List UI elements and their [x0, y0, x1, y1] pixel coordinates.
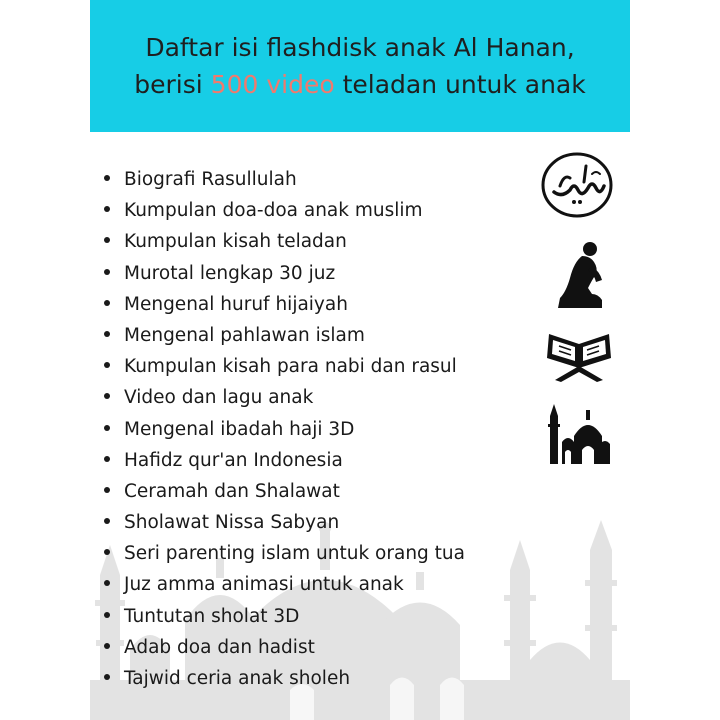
list-item-label: Tajwid ceria anak sholeh	[124, 668, 351, 689]
list-item-label: Ceramah dan Shalawat	[124, 480, 340, 502]
header-title	[125, 29, 595, 103]
list-item-label: Kumpulan kisah teladan	[124, 231, 347, 253]
list-item-label: Mengenal pahlawan islam	[124, 324, 365, 346]
list-item	[104, 351, 465, 382]
muhammad-calligraphy-icon	[540, 152, 614, 218]
list-item	[104, 164, 465, 195]
list-item	[104, 320, 465, 351]
list-item	[104, 632, 465, 663]
list-item-label: Murotal lengkap 30 juz	[124, 262, 336, 284]
list-item	[104, 226, 465, 257]
bullet-icon	[104, 269, 110, 275]
list-item-label: Adab doa dan hadist	[124, 636, 315, 658]
mosque-icon	[548, 402, 610, 464]
bullet-icon	[104, 456, 110, 462]
header-title-start: Daftar isi flashdisk anak Al Hanan, berisi	[134, 33, 575, 99]
bullet-icon	[104, 237, 110, 243]
content-list	[104, 164, 465, 694]
list-item-label: Hafidz qur'an Indonesia	[124, 449, 343, 471]
header-banner	[90, 0, 630, 132]
list-item	[104, 289, 465, 320]
bullet-icon	[104, 487, 110, 493]
bullet-icon	[104, 643, 110, 649]
list-item	[104, 538, 465, 569]
bullet-icon	[104, 518, 110, 524]
bullet-icon	[104, 674, 110, 680]
bullet-icon	[104, 549, 110, 555]
list-item-label: Kumpulan kisah para nabi dan rasul	[124, 356, 457, 378]
bullet-icon	[104, 175, 110, 181]
list-item-label: Tuntutan sholat 3D	[124, 605, 300, 627]
list-item	[104, 507, 465, 538]
list-item	[104, 258, 465, 289]
list-item-label: Kumpulan doa-doa anak muslim	[124, 200, 423, 222]
list-item-label: Seri parenting islam untuk orang tua	[124, 543, 465, 565]
bullet-icon	[104, 612, 110, 618]
list-item-label: Sholawat Nissa Sabyan	[124, 512, 340, 534]
list-item-label: Mengenal ibadah haji 3D	[124, 418, 355, 440]
bullet-icon	[104, 206, 110, 212]
bullet-icon	[104, 425, 110, 431]
list-item	[104, 476, 465, 507]
header-title-end: teladan untuk anak	[334, 70, 586, 99]
list-item	[104, 663, 465, 694]
quran-stand-icon	[545, 330, 613, 384]
list-item	[104, 445, 465, 476]
list-item-label: Mengenal huruf hijaiyah	[124, 293, 348, 315]
list-item-label: Biografi Rasullulah	[124, 169, 297, 190]
praying-person-icon	[552, 240, 606, 310]
list-item	[104, 382, 465, 413]
list-item-label: Juz amma animasi untuk anak	[124, 574, 404, 596]
bullet-icon	[104, 331, 110, 337]
bullet-icon	[104, 393, 110, 399]
bullet-icon	[104, 362, 110, 368]
list-item	[104, 414, 465, 445]
bullet-icon	[104, 300, 110, 306]
list-item	[104, 569, 465, 600]
bullet-icon	[104, 580, 110, 586]
header-highlight: 500 video	[210, 70, 335, 99]
list-item	[104, 195, 465, 226]
list-item-label: Video dan lagu anak	[124, 387, 314, 409]
list-item	[104, 601, 465, 632]
